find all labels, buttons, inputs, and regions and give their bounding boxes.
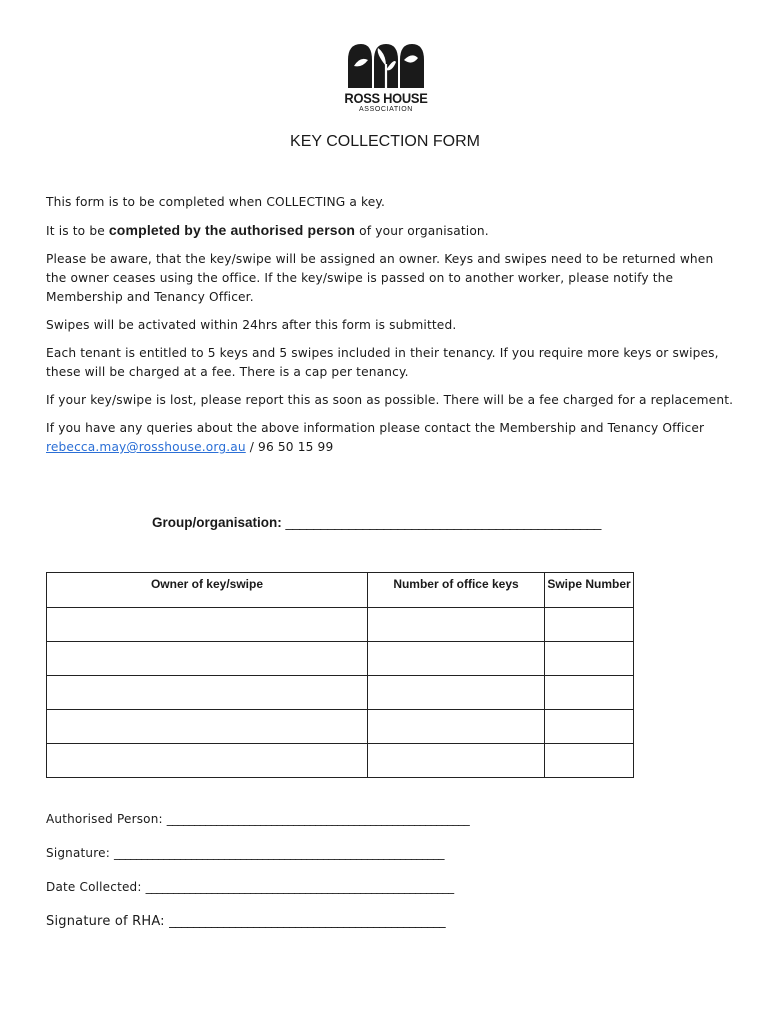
- authorised-emphasis: completed by the authorised person: [108, 222, 356, 238]
- authorised-text-before: It is to be: [46, 224, 109, 238]
- owner-cell[interactable]: [47, 642, 368, 676]
- group-organisation-label: Group/organisation:: [152, 515, 282, 530]
- logo-subtitle: ASSOCIATION: [359, 106, 413, 113]
- office-keys-cell[interactable]: [368, 642, 545, 676]
- paragraph-contact: [46, 419, 736, 457]
- ross-house-logo: [336, 42, 436, 114]
- signature-label: Signature:: [46, 846, 110, 860]
- authorised-person-line[interactable]: _______________________________________________________: [166, 812, 470, 826]
- table-row: [47, 608, 634, 642]
- office-keys-cell[interactable]: [368, 608, 545, 642]
- group-organisation-field[interactable]: [152, 515, 601, 530]
- rha-signature-field[interactable]: [46, 914, 445, 929]
- table-row: [47, 744, 634, 778]
- key-owner-table: [46, 572, 634, 778]
- date-collected-label: Date Collected:: [46, 880, 142, 894]
- office-keys-cell[interactable]: [368, 676, 545, 710]
- swipe-number-cell[interactable]: [545, 642, 634, 676]
- signature-line[interactable]: ____________________________________________________________: [113, 846, 444, 860]
- rha-signature-line[interactable]: ______________________________________________: [169, 914, 446, 929]
- swipe-number-cell[interactable]: [545, 608, 634, 642]
- authorised-person-field[interactable]: [46, 812, 469, 826]
- authorised-person-label: Authorised Person:: [46, 812, 163, 826]
- rha-signature-label: Signature of RHA:: [46, 914, 165, 929]
- date-collected-line[interactable]: ________________________________________________________: [145, 880, 454, 894]
- instructions: [46, 193, 736, 466]
- owner-cell[interactable]: [47, 710, 368, 744]
- contact-email-link[interactable]: rebecca.may@rosshouse.org.au: [46, 440, 246, 454]
- paragraph-activation: Swipes will be activated within 24hrs after this form is submitted.: [46, 318, 457, 332]
- form-title: KEY COLLECTION FORM: [290, 133, 480, 150]
- table-row: [47, 676, 634, 710]
- ross-house-logo-icon: [346, 42, 426, 88]
- table-header-row: [47, 573, 634, 608]
- header-owner: Owner of key/swipe: [47, 573, 368, 608]
- signature-field[interactable]: [46, 846, 444, 860]
- paragraph-ownership: Please be aware, that the key/swipe will be assigned an owner. Keys and swipes need to be returned when the owner ceases using the office. If the key/swipe is passed on to another worker, please notify the Membership and Tenancy Officer.: [46, 252, 714, 304]
- paragraph-completion: This form is to be completed when COLLECTING a key.: [46, 195, 386, 209]
- header-office-keys: Number of office keys: [368, 573, 545, 608]
- paragraph-entitlement: Each tenant is entitled to 5 keys and 5 swipes included in their tenancy. If you require more keys or swipes, these will be charged at a fee. There is a cap per tenancy.: [46, 346, 719, 379]
- table-row: [47, 710, 634, 744]
- date-collected-field[interactable]: [46, 880, 454, 894]
- office-keys-cell[interactable]: [368, 710, 545, 744]
- swipe-number-cell[interactable]: [545, 676, 634, 710]
- contact-text-before: If you have any queries about the above information please contact the Membership and Tenancy Officer: [46, 421, 705, 435]
- paragraph-authorised: [46, 221, 736, 241]
- owner-cell[interactable]: [47, 744, 368, 778]
- owner-cell[interactable]: [47, 676, 368, 710]
- office-keys-cell[interactable]: [368, 744, 545, 778]
- logo-name: ROSS HOUSE: [344, 90, 428, 106]
- authorised-text-after: of your organisation.: [355, 224, 489, 238]
- group-organisation-line[interactable]: _____________________________________________: [285, 515, 601, 530]
- paragraph-lost: If your key/swipe is lost, please report this as soon as possible. There will be a fee charged for a replacement.: [46, 393, 734, 407]
- table-row: [47, 642, 634, 676]
- header-swipe-number: Swipe Number: [545, 573, 634, 608]
- contact-phone: / 96 50 15 99: [245, 440, 334, 454]
- swipe-number-cell[interactable]: [545, 710, 634, 744]
- owner-cell[interactable]: [47, 608, 368, 642]
- swipe-number-cell[interactable]: [545, 744, 634, 778]
